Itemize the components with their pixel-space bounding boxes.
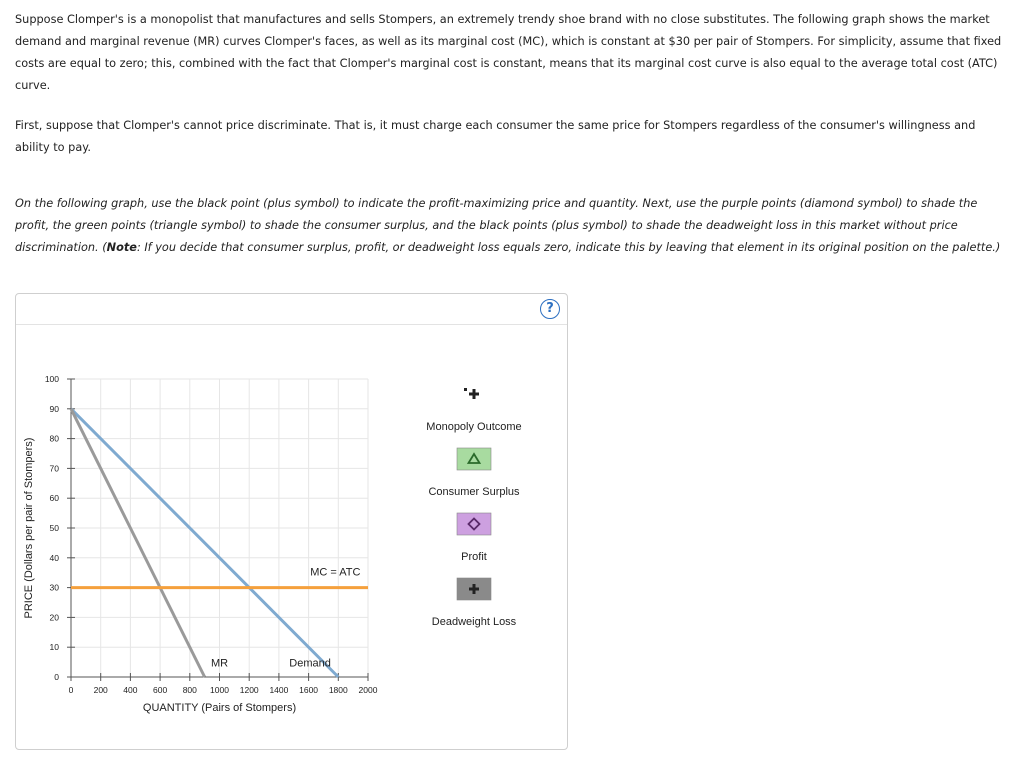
demand-curve[interactable] <box>71 409 338 677</box>
plus-icon[interactable] <box>469 389 479 399</box>
palette-monopoly-label: Monopoly Outcome <box>426 421 522 433</box>
x-tick-label: 400 <box>123 685 138 695</box>
mr-curve[interactable] <box>71 409 205 677</box>
x-tick-label: 1400 <box>269 685 289 695</box>
palette-cs-swatch[interactable] <box>457 448 491 470</box>
palette-cs-tool[interactable] <box>428 448 520 498</box>
x-tick-label: 200 <box>93 685 108 695</box>
x-tick-label: 2000 <box>358 685 378 695</box>
palette-dwl-tool[interactable] <box>432 578 517 628</box>
instructions-text-b: : If you decide that consumer surplus, profit, or deadweight loss equals zero, indicate this by leaving that element in its original position on the palette.) <box>136 241 1001 254</box>
palette-profit-swatch[interactable] <box>457 513 491 535</box>
instructions-text-a: On the following graph, use the black point (plus symbol) to indicate the profit-maximizing price and quantity. Next, use the purple points (diamond symbol) to shade the profit, the green points (triangle symbol) to shade the consumer surplus, and the black points (plus symbol) to shade the deadweight loss in this market without price discrimination. ( <box>15 197 978 254</box>
palette-monopoly-tool[interactable] <box>426 388 521 433</box>
instructions-paragraph <box>15 193 1005 259</box>
x-tick-label: 0 <box>68 685 74 695</box>
y-tick-label: 80 <box>49 433 59 444</box>
palette-cs-label: Consumer Surplus <box>428 486 520 498</box>
x-tick-label: 1000 <box>210 685 229 695</box>
x-tick-label: 800 <box>182 685 197 695</box>
chart[interactable] <box>16 294 569 751</box>
y-tick-label: 90 <box>49 403 59 414</box>
y-tick-label: 0 <box>54 672 59 682</box>
help-icon[interactable]: ? <box>540 299 560 319</box>
y-tick-label: 50 <box>49 523 59 533</box>
y-tick-label: 10 <box>49 642 59 653</box>
y-tick-label: 100 <box>44 374 59 384</box>
price-discrimination-paragraph: First, suppose that Clomper's cannot price discriminate. That is, it must charge each consumer the same price for Stompers regardless of the consumer's willingness and ability to pay. <box>15 119 976 154</box>
palette-profit-label: Profit <box>461 551 487 563</box>
y-tick-label: 60 <box>49 493 59 504</box>
palette-profit-tool[interactable] <box>457 513 491 563</box>
note-label: Note <box>106 241 137 254</box>
palette-dwl-label: Deadweight Loss <box>431 616 517 628</box>
y-tick-label: 70 <box>49 463 59 474</box>
dot-icon <box>464 388 467 391</box>
intro-paragraph: Suppose Clomper's is a monopolist that manufactures and sells Stompers, an extremely trendy shoe brand with no close substitutes. The following graph shows the market demand and marginal revenue (MR) curves Clomper's faces, as well as its marginal cost (MC), which is constant at $30 per pair of Stompers. For simplicity, assume that fixed costs are equal to zero; this, combined with the fact that Clomper's marginal cost is constant, means that its marginal cost curve is also equal to the average total cost (ATC) curve. <box>15 13 1002 92</box>
mr-label: MR <box>210 657 229 670</box>
y-axis-title: PRICE (Dollars per pair of Stompers) <box>23 437 35 619</box>
x-tick-label: 600 <box>153 685 168 695</box>
y-tick-label: 20 <box>49 612 59 623</box>
x-axis-title: QUANTITY (Pairs of Stompers) <box>142 702 297 714</box>
mc-atc-label: MC = ATC <box>310 566 361 579</box>
x-tick-label: 1800 <box>328 685 348 695</box>
y-tick-label: 30 <box>49 582 59 593</box>
demand-label: Demand <box>289 657 331 670</box>
x-tick-label: 1600 <box>299 685 319 695</box>
x-tick-label: 1200 <box>239 685 259 695</box>
graph-widget <box>15 293 568 750</box>
y-tick-label: 40 <box>49 552 59 563</box>
